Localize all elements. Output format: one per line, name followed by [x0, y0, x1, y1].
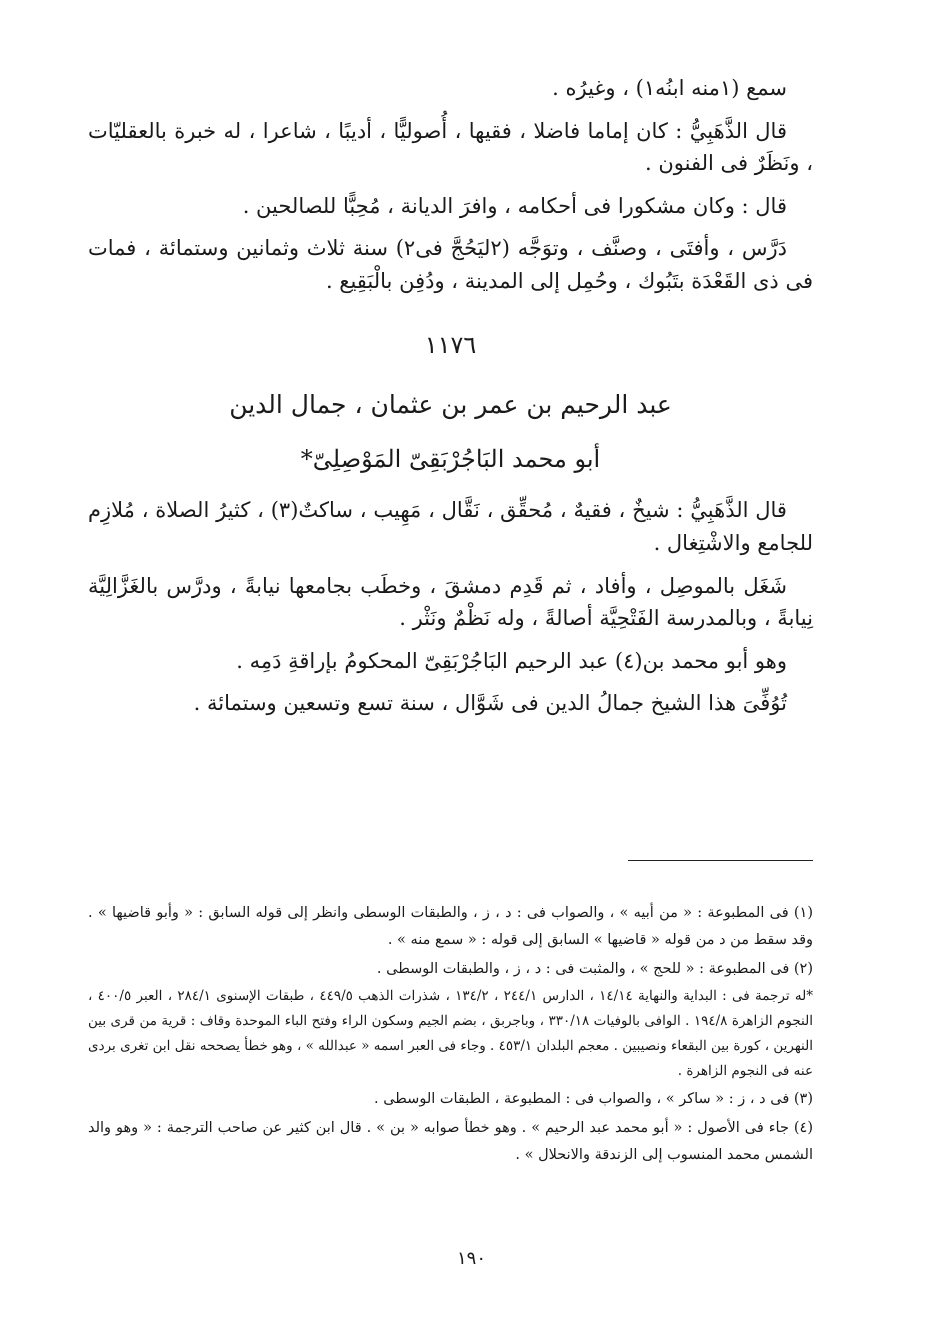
paragraph-dhahabi-quote: قال الذَّهَبِيُّ : كان إماما فاضلا ، فقيها ، أُصوليًّا ، أديبًا ، شاعرا ، له خبرة بالعقليّات ، ونَظَرٌ فى الفنون .: [88, 118, 813, 176]
footnotes: [88, 900, 813, 1171]
paragraph-heard-from: سمع (١منه ابنُه١) ، وغيرُه .: [552, 76, 787, 100]
footnote-biography-sources: *له ترجمة فى : البداية والنهاية ١٤/١٤ ، الدارس ٢٤٤/١ ، ١٣٤/٢ ، شذرات الذهب ٤٤٩/٥ ، طبقات الإسنوى ٢٨٤/١ ، العبر ٤٠٠/٥ ، النجوم الزاهرة ١٩٤/٨ . الوافى بالوفيات ٣٣٠/١٨ ، وباجربق ، بضم الجيم وسكون الراء وفتح الباء الموحدة وقاف : قرية من قرى بين النهرين ، كورة بين البقعاء ونصيبين . معجم البلدان ٤٥٣/١ . وجاء فى العبر اسمه « عبدالله » ، وهو خطأ يصححه نقل ابن تغرى بردى عنه فى النجوم الزاهرة .: [88, 988, 813, 1080]
entry-number: ١١٧٦: [424, 331, 477, 360]
footnote-2: (٢) فى المطبوعة : « للحج » ، والمثبت فى : د ، ز ، والطبقات الوسطى .: [376, 960, 813, 977]
entry-title: عبد الرحيم بن عمر بن عثمان ، جمال الدين: [229, 390, 672, 420]
entry-paragraph-death: تُوُفِّىَ هذا الشيخ جمالُ الدين فى شَوَّال ، سنة تسع وتسعين وستمائة .: [193, 691, 787, 716]
footnote-1: (١) فى المطبوعة : « من أبيه » ، والصواب فى : د ، ز ، والطبقات الوسطى وانظر إلى قوله السابق : « وأبو قاضيها » . وقد سقط من د من قوله « قاضيها » السابق إلى قوله : « سمع منه » .: [88, 905, 813, 948]
entry-subtitle: أبو محمد البَاجُرْبَقِىّ المَوْصِلِىّ*: [300, 445, 601, 474]
main-text: [88, 72, 813, 730]
footnote-4: (٤) جاء فى الأصول : « أبو محمد عبد الرحيم » . وهو خطأ صوابه « بن » . قال ابن كثير عن صاحب الترجمة : « وهو والد الشمس محمد المنسوب إلى الزندقة والانحلال » .: [88, 1120, 813, 1163]
footnote-3: (٣) فى د ، ز : « ساكر » ، والصواب فى : المطبوعة ، الطبقات الوسطى .: [373, 1091, 813, 1108]
paragraph-death: دَرَّس ، وأفتَى ، وصنَّف ، وتوَجَّه (٢ليَحُجَّ فى٢) سنة ثلاث وثمانين وستمائة ، فمات فى ذى القَعْدَة بتَبُوك ، وحُمِل إلى المدينة ، ودُفِن بالْبَقِيع .: [88, 236, 813, 293]
page-number: ١٩٠: [456, 1248, 486, 1269]
footnote-divider: [628, 860, 813, 861]
entry-paragraph-father: وهو أبو محمد بن(٤) عبد الرحيم البَاجُرْبَقِىّ المحكومُ بإراقةِ دَمِه .: [236, 648, 787, 673]
paragraph-praise: قال : وكان مشكورا فى أحكامه ، وافرَ الديانة ، مُحِبًّا للصالحين .: [242, 193, 787, 218]
entry-paragraph-career: شَغَل بالموصِل ، وأفاد ، ثم قَدِم دمشقَ ، وخطَب بجامعها نيابةً ، ودرَّس بالغَزَّالِيَّة نِيابةً ، وبالمدرسة الفَتْحِيَّة أصالةً ، وله نَظْمٌ ونَثْر .: [88, 573, 813, 631]
entry-paragraph-description: قال الذَّهَبِيُّ : شيخٌ ، فقيهٌ ، مُحقِّق ، نَقَّال ، مَهِيب ، ساكتٌ(٣) ، كثيرُ الصلاة ، مُلازِم للجامع والاشْتِغال .: [88, 498, 813, 555]
